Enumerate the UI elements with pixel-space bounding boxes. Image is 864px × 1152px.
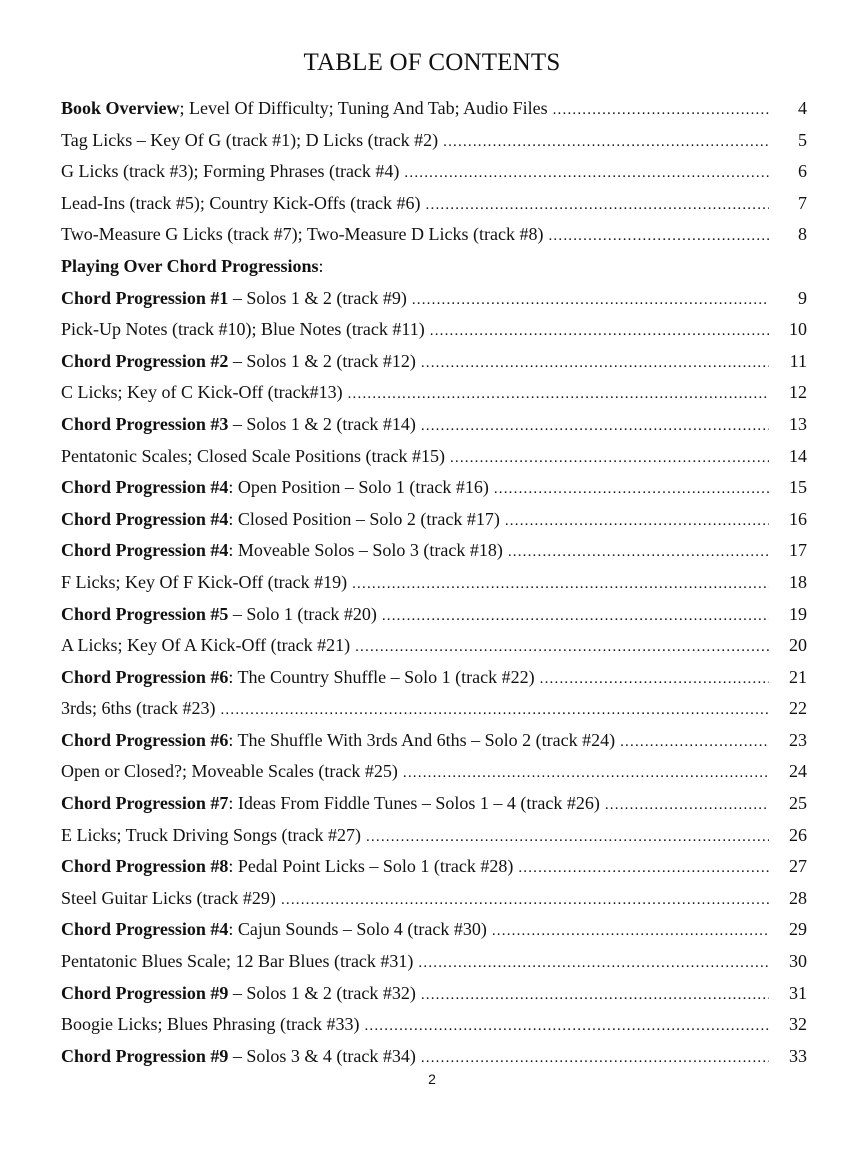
toc-page-number: 8 — [798, 224, 807, 245]
toc-entry-title — [61, 441, 445, 473]
toc-entry-title — [61, 93, 548, 125]
toc-entry-title — [61, 725, 615, 757]
toc-entry-title — [61, 851, 513, 883]
toc-page-number: 6 — [798, 161, 807, 182]
toc-entry-detail: Two-Measure G Licks (track #7); Two-Measure D Licks (track #8) — [61, 224, 544, 245]
toc-entry[interactable] — [61, 346, 807, 378]
toc-entry[interactable] — [61, 914, 807, 946]
toc-entry-detail: ; Level Of Difficulty; Tuning And Tab; Audio Files — [179, 98, 548, 118]
toc-entry-title — [61, 1041, 416, 1073]
toc-entry[interactable] — [61, 851, 807, 883]
toc-entry[interactable] — [61, 662, 807, 694]
toc-entry-bold-heading: Chord Progression #4 — [61, 540, 229, 561]
toc-entry-detail: Tag Licks – Key Of G (track #1); D Licks (track #2) — [61, 129, 439, 150]
dot-leader — [348, 379, 769, 411]
table-of-contents — [61, 93, 807, 1072]
toc-entry-bold-heading: Chord Progression #6 — [61, 729, 229, 750]
toc-entry-detail: : Moveable Solos – Solo 3 (track #18) — [228, 540, 503, 561]
dot-leader — [540, 664, 769, 696]
toc-page-number: 22 — [789, 698, 807, 719]
toc-entry[interactable] — [61, 567, 807, 599]
toc-entry-title — [61, 567, 347, 599]
toc-page-number: 29 — [789, 919, 807, 940]
toc-entry-title — [61, 188, 421, 220]
toc-entry-detail: C Licks; Key of C Kick-Off (track#13) — [61, 382, 343, 403]
toc-entry-title — [61, 883, 276, 915]
toc-entry-title — [61, 156, 399, 188]
dot-leader — [450, 443, 769, 475]
toc-page-number: 15 — [789, 477, 807, 498]
toc-entry-detail: A Licks; Key Of A Kick-Off (track #21) — [61, 635, 351, 656]
toc-page-number: 21 — [789, 666, 807, 687]
dot-leader — [421, 980, 769, 1012]
toc-page-number: 10 — [789, 319, 807, 340]
toc-page-number: 4 — [798, 98, 807, 118]
toc-entry-bold-heading: Chord Progression #8 — [61, 856, 229, 877]
dot-leader — [421, 411, 769, 443]
toc-entry[interactable] — [61, 1009, 807, 1041]
toc-entry[interactable] — [61, 251, 807, 283]
toc-page-number: 17 — [789, 540, 807, 561]
toc-entry-title — [61, 219, 543, 251]
toc-entry-detail: : The Shuffle With 3rds And 6ths – Solo 2 (track #24) — [228, 729, 616, 750]
toc-entry[interactable] — [61, 377, 807, 409]
toc-entry[interactable] — [61, 788, 807, 820]
toc-entry-detail: Lead-Ins (track #5); Country Kick-Offs (track #6) — [61, 192, 421, 213]
dot-leader — [421, 348, 769, 380]
toc-entry-title — [61, 756, 398, 788]
dot-leader — [505, 506, 769, 538]
toc-page-number: 19 — [789, 603, 807, 624]
toc-entry-detail: – Solos 1 & 2 (track #12) — [228, 350, 416, 371]
toc-entry-detail: F Licks; Key Of F Kick-Off (track #19) — [61, 571, 348, 592]
toc-page-number: 16 — [789, 508, 807, 529]
toc-entry-title — [61, 504, 500, 536]
toc-entry-title — [61, 693, 215, 725]
toc-entry-detail: Pentatonic Scales; Closed Scale Positions (track #15) — [61, 445, 445, 466]
toc-entry-detail: : — [318, 255, 324, 276]
toc-entry-detail: – Solos 1 & 2 (track #32) — [228, 982, 416, 1003]
toc-page-number: 20 — [789, 635, 807, 656]
dot-leader — [418, 948, 769, 980]
toc-page-number: 13 — [789, 413, 807, 434]
toc-entry[interactable] — [61, 535, 807, 567]
toc-page-number: 32 — [789, 1014, 807, 1035]
dot-leader — [412, 285, 769, 317]
dot-leader — [281, 885, 769, 917]
toc-entry-title — [61, 535, 503, 567]
toc-entry[interactable] — [61, 599, 807, 631]
toc-entry-bold-heading: Chord Progression #4 — [61, 919, 229, 940]
toc-page-number: 14 — [789, 445, 807, 466]
toc-entry-title — [61, 662, 535, 694]
toc-entry-detail: G Licks (track #3); Forming Phrases (track #4) — [61, 161, 400, 182]
toc-page-number: 5 — [798, 129, 807, 150]
toc-entry-bold-heading: Chord Progression #3 — [61, 413, 229, 434]
toc-entry-bold-heading: Chord Progression #9 — [61, 1045, 229, 1066]
toc-page-number: 18 — [789, 571, 807, 592]
toc-entry-detail: : Cajun Sounds – Solo 4 (track #30) — [228, 919, 487, 940]
toc-entry[interactable] — [61, 504, 807, 536]
toc-page-number: 7 — [798, 192, 807, 213]
toc-entry-bold-heading: Chord Progression #7 — [61, 793, 229, 814]
toc-entry-detail: – Solos 1 & 2 (track #14) — [228, 413, 416, 434]
toc-entry-title — [61, 978, 416, 1010]
toc-entry-bold-heading: Chord Progression #9 — [61, 982, 229, 1003]
toc-entry-title — [61, 946, 413, 978]
dot-leader — [404, 158, 769, 190]
dot-leader — [220, 695, 769, 727]
toc-entry-bold-heading: Chord Progression #1 — [61, 287, 229, 308]
toc-entry[interactable] — [61, 820, 807, 852]
toc-entry-detail: – Solos 1 & 2 (track #9) — [228, 287, 407, 308]
toc-entry-title — [61, 125, 438, 157]
toc-entry-detail: : Ideas From Fiddle Tunes – Solos 1 – 4 (track #26) — [228, 793, 600, 814]
dot-leader — [403, 758, 769, 790]
toc-entry[interactable] — [61, 125, 807, 157]
toc-entry-detail: : The Country Shuffle – Solo 1 (track #22) — [228, 666, 535, 687]
toc-page-number: 30 — [789, 951, 807, 972]
toc-entry-title — [61, 377, 343, 409]
toc-entry-detail: Steel Guitar Licks (track #29) — [61, 887, 276, 908]
toc-entry-bold-heading: Chord Progression #5 — [61, 603, 229, 624]
dot-leader — [548, 221, 769, 253]
toc-page-number: 24 — [789, 761, 807, 782]
dot-leader — [352, 569, 769, 601]
toc-entry[interactable] — [61, 219, 807, 251]
toc-entry[interactable] — [61, 725, 807, 757]
toc-entry-detail: Pick-Up Notes (track #10); Blue Notes (track #11) — [61, 319, 425, 340]
toc-entry[interactable] — [61, 978, 807, 1010]
toc-entry-title — [61, 788, 600, 820]
toc-entry[interactable] — [61, 472, 807, 504]
dot-leader — [382, 601, 769, 633]
dot-leader — [426, 190, 769, 222]
toc-entry-title — [61, 599, 377, 631]
toc-page-number: 9 — [798, 287, 807, 308]
toc-entry-title — [61, 283, 407, 315]
toc-entry-detail: Pentatonic Blues Scale; 12 Bar Blues (track #31) — [61, 951, 414, 972]
toc-page-number: 11 — [789, 350, 807, 371]
toc-entry-bold-heading: Chord Progression #6 — [61, 666, 229, 687]
dot-leader — [355, 632, 769, 664]
toc-entry-detail: E Licks; Truck Driving Songs (track #27) — [61, 824, 361, 845]
toc-entry-detail: : Pedal Point Licks – Solo 1 (track #28) — [228, 856, 514, 877]
page-number: 2 — [428, 1071, 436, 1087]
toc-page-number: 33 — [789, 1045, 807, 1066]
toc-page-number: 28 — [789, 887, 807, 908]
toc-entry-title — [61, 346, 416, 378]
toc-entry-title — [61, 472, 489, 504]
dot-leader — [494, 474, 769, 506]
toc-entry[interactable] — [61, 1041, 807, 1073]
toc-entry-bold-heading: Chord Progression #4 — [61, 477, 229, 498]
toc-entry[interactable] — [61, 693, 807, 725]
toc-entry[interactable] — [61, 93, 807, 125]
toc-entry-detail: Boogie Licks; Blues Phrasing (track #33) — [61, 1014, 360, 1035]
toc-entry-detail: – Solos 3 & 4 (track #34) — [228, 1045, 416, 1066]
toc-entry[interactable] — [61, 409, 807, 441]
toc-entry-bold-heading: Book Overview — [61, 98, 180, 118]
toc-entry[interactable] — [61, 630, 807, 662]
dot-leader — [364, 1011, 769, 1043]
toc-page-number: 12 — [789, 382, 807, 403]
dot-leader — [553, 95, 769, 127]
toc-entry-title — [61, 314, 425, 346]
toc-entry[interactable] — [61, 283, 807, 315]
toc-entry-bold-heading: Chord Progression #2 — [61, 350, 229, 371]
dot-leader — [366, 822, 769, 854]
toc-entry-title — [61, 630, 350, 662]
toc-entry-bold-heading: Playing Over Chord Progressions — [61, 255, 319, 276]
toc-entry-detail: Open or Closed?; Moveable Scales (track #25) — [61, 761, 398, 782]
toc-entry-title — [61, 820, 361, 852]
toc-entry[interactable] — [61, 188, 807, 220]
toc-page-number: 26 — [789, 824, 807, 845]
dot-leader — [508, 537, 769, 569]
toc-entry-title — [61, 409, 416, 441]
toc-entry[interactable] — [61, 756, 807, 788]
toc-page-number: 25 — [789, 793, 807, 814]
dot-leader — [620, 727, 769, 759]
toc-entry[interactable] — [61, 314, 807, 346]
toc-entry-detail: : Open Position – Solo 1 (track #16) — [228, 477, 489, 498]
toc-entry-title — [61, 1009, 359, 1041]
toc-entry[interactable] — [61, 883, 807, 915]
toc-entry[interactable] — [61, 441, 807, 473]
toc-entry[interactable] — [61, 946, 807, 978]
dot-leader — [518, 853, 769, 885]
toc-entry-detail: : Closed Position – Solo 2 (track #17) — [228, 508, 500, 529]
page-title: TABLE OF CONTENTS — [303, 49, 561, 76]
toc-entry-title — [61, 251, 324, 283]
toc-entry-title — [61, 914, 487, 946]
toc-entry-detail: 3rds; 6ths (track #23) — [61, 698, 216, 719]
dot-leader — [492, 916, 769, 948]
dot-leader — [430, 316, 769, 348]
toc-entry[interactable] — [61, 156, 807, 188]
dot-leader — [605, 790, 769, 822]
dot-leader — [443, 127, 769, 159]
toc-page-number: 31 — [789, 982, 807, 1003]
toc-page-number: 27 — [789, 856, 807, 877]
toc-entry-detail: – Solo 1 (track #20) — [228, 603, 377, 624]
toc-entry-bold-heading: Chord Progression #4 — [61, 508, 229, 529]
toc-page-number: 23 — [789, 729, 807, 750]
